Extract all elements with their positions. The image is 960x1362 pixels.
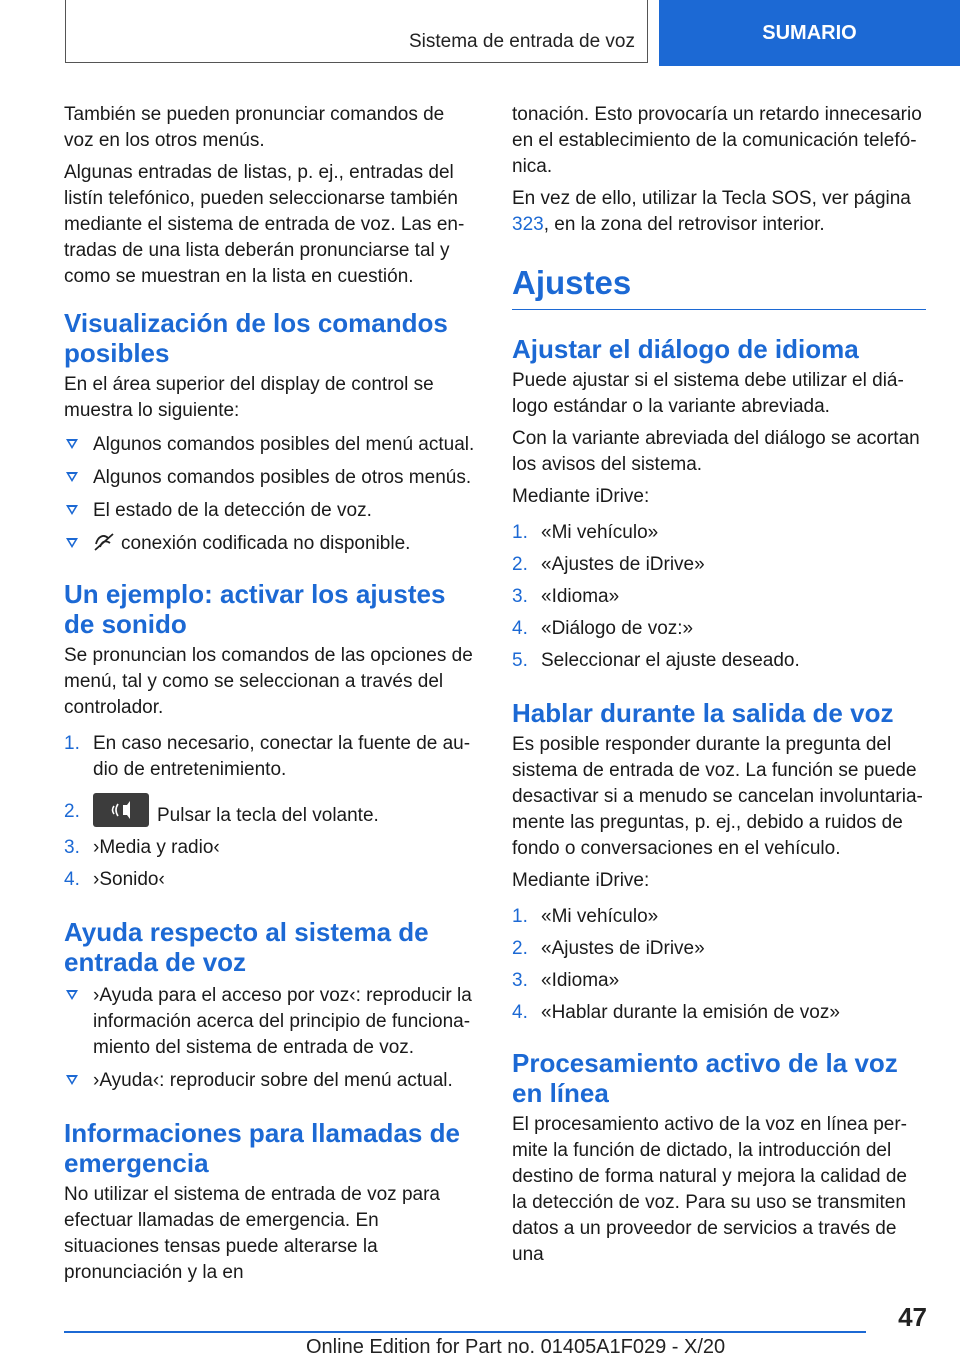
- paragraph: El procesamiento activo de la voz en línea permite la función de dictado, la introducción del destino de forma natural y mejora la calidad de la detección de voz. Para su uso se transmiten datos a un proveedor de servicios a través de una: [512, 1114, 908, 1265]
- numbered-item: 2. «Ajustes de iDrive»: [512, 554, 705, 575]
- no-encryption-icon: [93, 532, 115, 552]
- numbered-item: 3. «Idioma»: [512, 970, 620, 991]
- paragraph: Con la variante abreviada del diálogo se acortan los avisos del sistema.: [512, 428, 920, 475]
- page-number: 47: [898, 1302, 927, 1332]
- paragraph: tonación. Esto provocaría un retardo innecesario en el establecimiento de la comunicación telefónica.: [512, 104, 922, 177]
- numbered-item: 5. Seleccionar el ajuste deseado.: [512, 650, 800, 671]
- heading-visualizacion: Visualización de los comandos posibles: [64, 308, 448, 368]
- paragraph: Se pronuncian los comandos de las opciones de menú, tal y como se seleccionan a través del controlador.: [64, 645, 473, 718]
- list-item: Algunos comandos posibles del menú actual.: [64, 432, 478, 458]
- list-item: ›Ayuda‹: reproducir sobre del menú actual.: [64, 1068, 478, 1094]
- paragraph: Algunas entradas de listas, p. ej., entradas del listín telefónico, pueden seleccionarse también mediante el sistema de entrada de voz. Las entradas de una lista deberán pronunciarse tal y como se muestran en la lista en cuestión.: [64, 162, 465, 287]
- numbered-item: 4. «Hablar durante la emisión de voz»: [512, 1002, 840, 1023]
- list-item: El estado de la detección de voz.: [64, 498, 478, 524]
- paragraph: No utilizar el sistema de entrada de voz para efectuar llamadas de emergencia. En situaciones tensas puede alterarse la pronunciación y la en: [64, 1184, 440, 1283]
- paragraph: Mediante iDrive:: [512, 486, 650, 507]
- triangle-bullet-icon: [66, 538, 78, 548]
- heading-ejemplo: Un ejemplo: activar los ajustes de sonido: [64, 579, 446, 639]
- list-item: ›Ayuda para el acceso por voz‹: reproducir la información acerca del principio de funcionamiento del sistema de entrada de voz.: [64, 983, 478, 1061]
- paragraph: También se pueden pronunciar comandos de voz en los otros menús.: [64, 104, 445, 151]
- numbered-item: 4. ›Sonido‹: [64, 869, 165, 890]
- list-item: Algunos comandos posibles de otros menús.: [64, 465, 478, 491]
- section-title: Sistema de entrada de voz: [408, 31, 635, 52]
- right-column: [512, 102, 926, 1274]
- numbered-item: 1. «Mi vehículo»: [512, 906, 659, 927]
- numbered-item: 3. ›Media y radio‹: [64, 837, 220, 858]
- sumario-button[interactable]: SUMARIO: [659, 0, 960, 66]
- edition-text: Online Edition for Part no. 01405A1F029 - X/20: [306, 1336, 726, 1358]
- heading-ajustes: Ajustes: [512, 264, 926, 310]
- heading-dialogo: Ajustar el diálogo de idioma: [512, 334, 859, 364]
- heading-ayuda: Ayuda respecto al sistema de entrada de voz: [64, 917, 429, 977]
- numbered-item: 1. En caso necesario, conectar la fuente de audio de entretenimiento.: [64, 733, 471, 780]
- paragraph: En el área superior del display de control se muestra lo siguiente:: [64, 374, 434, 421]
- voice-button-image: [93, 793, 149, 827]
- list-item: conexión codificada no disponible.: [64, 531, 478, 557]
- numbered-item: 2. Pulsar la tecla del volante.: [64, 793, 478, 829]
- triangle-bullet-icon: [66, 439, 78, 449]
- triangle-bullet-icon: [66, 990, 78, 1000]
- paragraph: Mediante iDrive:: [512, 870, 650, 891]
- paragraph: Puede ajustar si el sistema debe utilizar el diálogo estándar o la variante abreviada.: [512, 370, 904, 417]
- numbered-item: 4. «Diálogo de voz:»: [512, 618, 694, 639]
- triangle-bullet-icon: [66, 505, 78, 515]
- footer-divider: [64, 1331, 866, 1333]
- numbered-item: 2. «Ajustes de iDrive»: [512, 938, 705, 959]
- numbered-item: 1. «Mi vehículo»: [512, 522, 659, 543]
- page-link[interactable]: 323: [512, 214, 544, 235]
- triangle-bullet-icon: [66, 1075, 78, 1085]
- heading-hablar: Hablar durante la salida de voz: [512, 698, 894, 728]
- heading-procesamiento: Procesamiento activo de la voz en línea: [512, 1048, 898, 1108]
- header-section-box: [65, 0, 648, 63]
- left-column: [64, 102, 478, 1292]
- paragraph: En vez de ello, utilizar la Tecla SOS, ver página 323, en la zona del retrovisor interior.: [512, 188, 911, 235]
- triangle-bullet-icon: [66, 472, 78, 482]
- voice-command-icon: [93, 793, 149, 827]
- numbered-item: 3. «Idioma»: [512, 586, 620, 607]
- paragraph: Es posible responder durante la pregunta del sistema de entrada de voz. La función se puede desactivar si a menudo se cancelan involuntariamente las preguntas, p. ej., debido a ruidos de fondo o conversaciones en el vehículo.: [512, 734, 923, 859]
- heading-emergencia: Informaciones para llamadas de emergencia: [64, 1118, 460, 1178]
